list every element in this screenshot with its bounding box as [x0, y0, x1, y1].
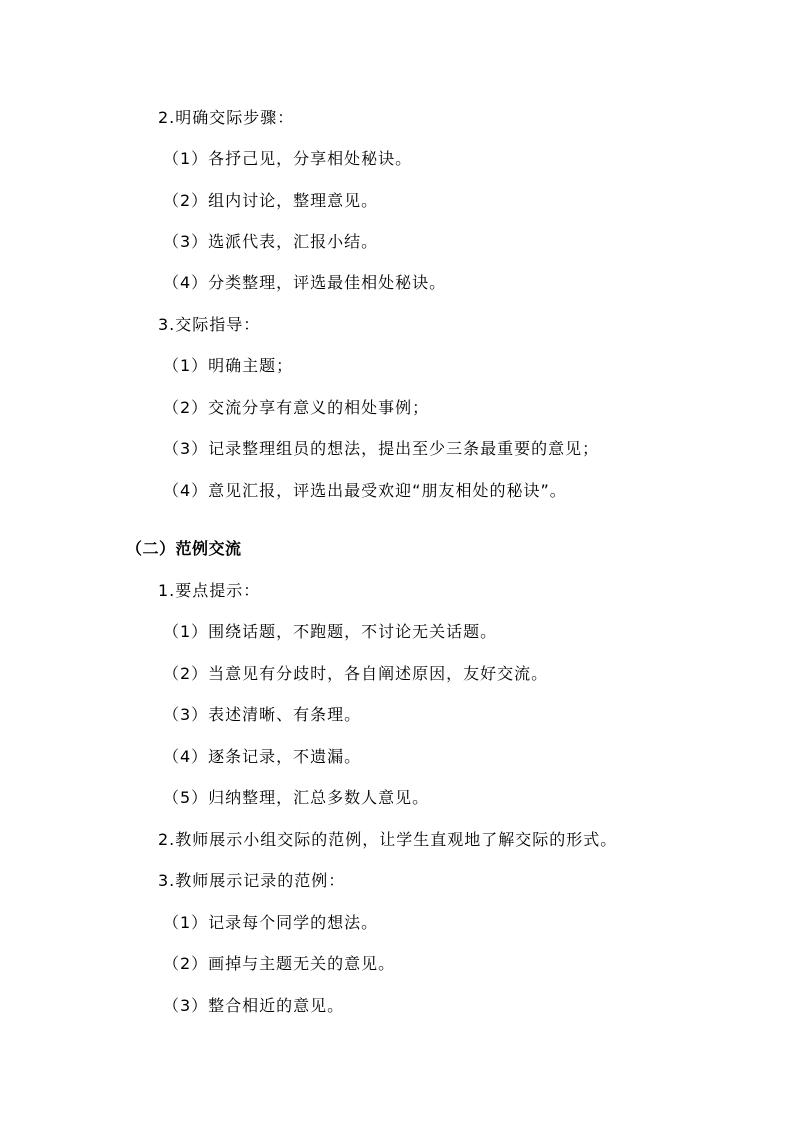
- steps-item-3: （3）选派代表，汇报小结。: [163, 232, 379, 251]
- steps-item-2: （2）组内讨论，整理意见。: [163, 191, 379, 210]
- points-item-3: （3）表述清晰、有条理。: [163, 705, 362, 724]
- points-item-4: （4）逐条记录，不遗漏。: [163, 747, 362, 766]
- guidance-item-1: （1）明确主题；: [163, 356, 294, 375]
- record-item-3: （3）整合相近的意见。: [163, 996, 345, 1015]
- guidance-item-3: （3）记录整理组员的想法，提出至少三条最重要的意见；: [163, 439, 600, 458]
- steps-item-1: （1）各抒己见，分享相处秘诀。: [163, 149, 413, 168]
- steps-title: 2.明确交际步骤：: [158, 108, 295, 127]
- part-two-heading: （二）范例交流: [126, 539, 242, 558]
- record-example-title: 3.教师展示记录的范例：: [158, 871, 346, 890]
- teacher-example-paragraph: 2.教师展示小组交际的范例，让学生直观地了解交际的形式。: [158, 830, 618, 849]
- guidance-title: 3.交际指导：: [158, 315, 261, 334]
- points-item-1: （1）围绕话题，不跑题，不讨论无关话题。: [163, 622, 498, 641]
- record-item-1: （1）记录每个同学的想法。: [163, 913, 379, 932]
- steps-item-4: （4）分类整理，评选最佳相处秘诀。: [163, 273, 447, 292]
- guidance-item-4: （4）意见汇报，评选出最受欢迎“朋友相处的秘诀”。: [163, 481, 567, 500]
- guidance-item-2: （2）交流分享有意义的相处事例；: [163, 398, 430, 417]
- points-title: 1.要点提示：: [158, 581, 261, 600]
- points-item-2: （2）当意见有分歧时，各自阐述原因，友好交流。: [163, 664, 549, 683]
- record-item-2: （2）画掉与主题无关的意见。: [163, 954, 396, 973]
- points-item-5: （5）归纳整理，汇总多数人意见。: [163, 788, 430, 807]
